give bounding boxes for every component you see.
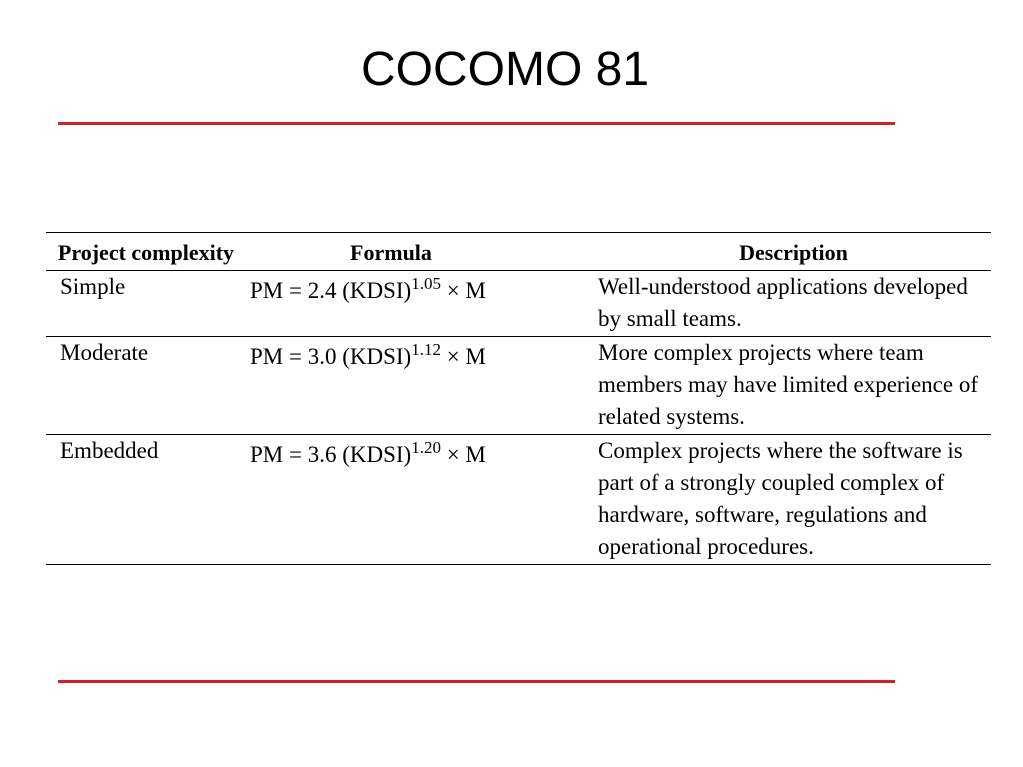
- formula-exponent: 1.20: [411, 438, 441, 457]
- cocomo-table: [46, 232, 991, 565]
- formula-tail: × M: [440, 278, 486, 303]
- formula-base: PM = 2.4 (KDSI): [250, 278, 412, 303]
- table-row: [46, 271, 991, 337]
- formula-tail: × M: [440, 344, 486, 369]
- cell-formula: [246, 271, 596, 337]
- header-formula: Formula: [350, 240, 432, 265]
- formula-exponent: 1.12: [411, 340, 441, 359]
- cell-complexity: Simple: [60, 274, 126, 299]
- table-row: [46, 337, 991, 435]
- formula-base: PM = 3.6 (KDSI): [250, 442, 412, 467]
- table-header-row: [46, 233, 991, 271]
- formula-tail: × M: [440, 442, 486, 467]
- formula-exponent: 1.05: [411, 274, 441, 293]
- header-description: Description: [739, 240, 848, 265]
- formula-base: PM = 3.0 (KDSI): [250, 344, 412, 369]
- cell-description: Complex projects where the software is part of a strongly coupled complex of hardware, software, regulations and operational procedures.: [598, 438, 963, 559]
- cell-description: Well-understood applications developed by small teams.: [598, 274, 968, 331]
- table-row: [46, 435, 991, 565]
- cell-description: More complex projects where team members may have limited experience of related systems.: [598, 340, 978, 429]
- cell-formula: [246, 337, 596, 435]
- cell-complexity: Embedded: [60, 438, 159, 463]
- slide-title: COCOMO 81: [360, 43, 650, 96]
- bottom-divider: [58, 680, 895, 683]
- top-divider: [58, 122, 895, 125]
- cell-formula: [246, 435, 596, 565]
- cocomo-table-container: [46, 232, 991, 565]
- cell-complexity: Moderate: [60, 340, 149, 365]
- header-project-complexity: Project complexity: [57, 240, 235, 265]
